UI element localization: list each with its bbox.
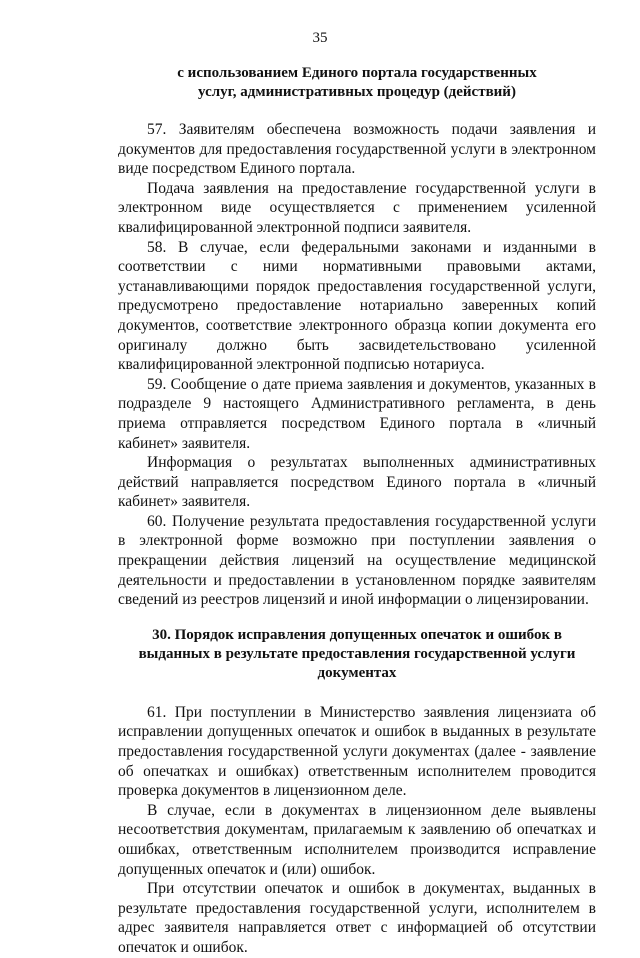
paragraph-58: 58. В случае, если федеральными законами и изданными в соответствии с ними нормативными правовыми актами, устанавливающими порядок предоставления государственной услуги, предусмотрено предоставление нотариально заверенных копий документов, соответствие электронного образца копии документа его оригиналу должно быть засвидетельствовано усиленной квалифицированной электронной подписью нотариуса. <box>118 238 596 374</box>
top-heading-line: услуг, административных процедур (действий) <box>198 84 516 100</box>
section-heading <box>118 626 596 683</box>
section-heading-line: документах <box>317 664 397 681</box>
paragraph-57-submission: Подача заявления на предоставление государственной услуги в электронном виде осуществляется с применением усиленной квалифицированной электронной подписи заявителя. <box>118 179 596 236</box>
page-number: 35 <box>312 30 328 46</box>
paragraph-61: 61. При поступлении в Министерство заявления лицензиата об исправлении допущенных опечаток и ошибок в выданных в результате предоставления государственной услуги документах (далее - заявление об опечатках и ошибках) ответственным исполнителем проводится проверка документов в лицензионном деле. <box>118 703 596 800</box>
paragraph-59-information: Информация о результатах выполненных административных действий направляется посредством Единого портала в «личный кабинет» заявителя. <box>118 454 596 511</box>
section-heading-line: 30. Порядок исправления допущенных опечаток и ошибок в <box>152 626 562 643</box>
top-heading <box>118 64 596 102</box>
section-heading-line: выданных в результате предоставления государственной услуги <box>138 645 576 662</box>
paragraph-57: 57. Заявителям обеспечена возможность подачи заявления и документов для предоставления государственной услуги в электронном виде посредством Единого портала. <box>118 121 596 178</box>
top-heading-line: с использованием Единого портала государственных <box>177 65 537 81</box>
page-content <box>118 64 596 958</box>
paragraph-61-discrepancies: В случае, если в документах в лицензионном деле выявлены несоответствия документам, прилагаемым к заявлению об опечатках и ошибках, ответственным исполнителем производится исправление допущенных опечаток и (или) ошибок. <box>118 801 596 878</box>
paragraph-59: 59. Сообщение о дате приема заявления и документов, указанных в подразделе 9 настоящего Административного регламента, в день приема отправляется посредством Единого портала в «личный кабинет» заявителя. <box>118 375 596 452</box>
paragraph-61-no-errors: При отсутствии опечаток и ошибок в документах, выданных в результате предоставления государственной услуги, исполнителем в адрес заявителя направляется ответ с информацией об отсутствии опечаток и ошибок. <box>118 880 596 956</box>
paragraph-60: 60. Получение результата предоставления государственной услуги в электронной форме возможно при поступлении заявления о прекращении действия лицензий на осуществление медицинской деятельности и предоставлении в установленном порядке заявителям сведений из реестров лицензий и иной информации о лицензировании. <box>118 512 596 609</box>
